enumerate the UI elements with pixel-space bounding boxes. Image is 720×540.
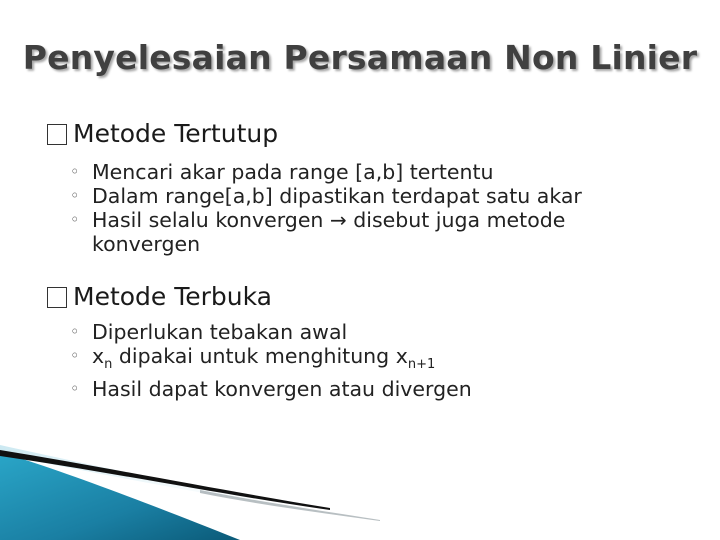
list-item-text: Hasil selalu konvergen <box>92 208 330 232</box>
subscript-n-plus-1: n+1 <box>407 357 436 372</box>
circle-bullet-icon: ◦ <box>70 379 80 398</box>
list-item <box>70 377 670 401</box>
section-list-terbuka <box>70 320 670 401</box>
slide-title: Penyelesaian Persamaan Non Linier <box>22 38 698 77</box>
list-item <box>70 160 670 184</box>
list-item <box>70 344 670 377</box>
list-item-text: disebut juga metode konvergen <box>92 208 566 256</box>
checkbox-bullet-icon <box>47 124 67 145</box>
list-item-text: dipakai untuk menghitung <box>112 344 396 368</box>
circle-bullet-icon: ◦ <box>70 186 80 205</box>
section-heading-label: Metode Terbuka <box>73 282 272 311</box>
list-item-text: Diperlukan tebakan awal <box>92 320 348 344</box>
right-arrow-icon: → <box>329 208 347 232</box>
circle-bullet-icon: ◦ <box>70 210 80 229</box>
list-item-text: Hasil dapat konvergen atau divergen <box>92 377 472 401</box>
variable-x: x <box>92 344 105 368</box>
circle-bullet-icon: ◦ <box>70 346 80 365</box>
list-item <box>70 320 670 344</box>
section-heading-label: Metode Tertutup <box>73 119 279 148</box>
circle-bullet-icon: ◦ <box>70 162 80 181</box>
list-item <box>70 184 670 208</box>
subscript-n: n <box>104 357 113 372</box>
list-item <box>70 208 652 256</box>
section-heading-metode-terbuka <box>47 282 272 312</box>
variable-x: x <box>395 344 408 368</box>
checkbox-bullet-icon <box>47 287 67 308</box>
wave-teal-shape <box>0 452 240 540</box>
section-list-tertutup <box>70 160 670 256</box>
list-item-text: Dalam range[a,b] dipastikan terdapat satu akar <box>92 184 582 208</box>
decorative-wave <box>0 430 720 540</box>
list-item-text: Mencari akar pada range [a,b] tertentu <box>92 160 494 184</box>
section-heading-metode-tertutup <box>47 119 278 149</box>
circle-bullet-icon: ◦ <box>70 322 80 341</box>
